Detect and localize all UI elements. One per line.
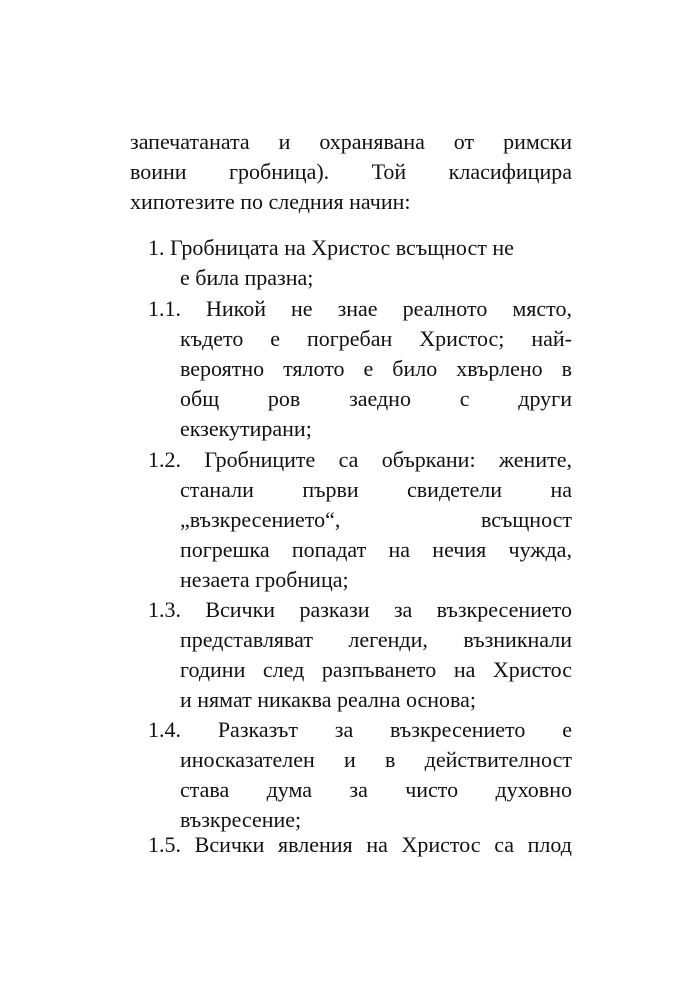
list-text: Гробницата на Христос всъщност не: [170, 235, 514, 260]
word: Той: [371, 159, 407, 184]
word: иносказателен: [180, 747, 315, 772]
word: „възкресението“,: [180, 507, 341, 532]
word: ров: [267, 386, 301, 411]
word: на: [366, 832, 388, 857]
list-item-1.2.-line-2: [180, 475, 572, 505]
word: Никой: [206, 296, 267, 321]
word: плод: [527, 832, 572, 857]
word: са: [338, 447, 359, 472]
word: объркани:: [381, 447, 476, 472]
list-item-1-line-2: е била празна;: [180, 265, 314, 290]
word: на: [388, 537, 411, 562]
intro-line-1: [130, 127, 572, 157]
word: е: [562, 717, 572, 742]
word: става: [180, 777, 230, 802]
word: погребан: [307, 326, 393, 351]
list-number: 1.: [148, 235, 170, 260]
word: Всички: [205, 597, 276, 622]
word: са: [494, 832, 515, 857]
word: воини: [130, 159, 187, 184]
word: представляват: [180, 627, 313, 652]
list-item-1.4.-line-1: [148, 715, 572, 745]
list-number: 1.4.: [148, 717, 181, 742]
word: чужда,: [508, 537, 572, 562]
list-item-1.3.-last-line: и нямат никаква реална основа;: [180, 687, 477, 712]
word: с: [459, 386, 470, 411]
word: действителност: [424, 747, 572, 772]
word: е: [270, 326, 281, 351]
word: други: [518, 386, 572, 411]
word: попадат: [291, 537, 367, 562]
word: погрешка: [180, 537, 270, 562]
list-item-1.4.-last-line: възкресение;: [180, 807, 302, 832]
list-item-1.3.-line-3: [180, 655, 572, 685]
word: на: [550, 477, 572, 502]
word: хвърлено: [456, 356, 543, 381]
word: където: [180, 326, 244, 351]
word: знае: [337, 296, 378, 321]
list-item-1.2.-last-line: незаета гробница;: [180, 567, 349, 592]
word: за: [393, 597, 413, 622]
word: е: [363, 356, 374, 381]
word: гробница).: [229, 159, 330, 184]
intro-line-3: хипотезите по следния начин:: [130, 189, 411, 214]
word: тялото: [283, 356, 345, 381]
word: жените,: [498, 447, 572, 472]
word: в: [385, 747, 396, 772]
word: явления: [278, 832, 353, 857]
list-item-1.5.-line-1: [148, 830, 572, 860]
word: не: [291, 296, 313, 321]
word: разкази: [299, 597, 370, 622]
list-item-1.1.-line-2: [180, 324, 572, 354]
list-item-1.3.-line-2: [180, 625, 572, 655]
list-item-1.3.-line-1: [148, 595, 572, 625]
word: легенди,: [348, 627, 428, 652]
word: възникнали: [463, 627, 572, 652]
list-item-1.4.-line-2: [180, 745, 572, 775]
list-item-1.4.-line-3: [180, 775, 572, 805]
word: Христос: [401, 832, 481, 857]
word: първи: [302, 477, 359, 502]
word: било: [392, 356, 438, 381]
list-item-1.1.-last-line: екзекутирани;: [180, 416, 312, 441]
word: възкресението: [436, 597, 572, 622]
word: от: [453, 129, 475, 154]
word: заедно: [349, 386, 411, 411]
word: в: [561, 356, 572, 381]
word: общ: [180, 386, 220, 411]
word: най-: [531, 326, 572, 351]
list-item-1.2.-line-3: [180, 505, 572, 535]
list-item-1.2.-line-4: [180, 535, 572, 565]
word: свидетели: [407, 477, 503, 502]
list-item-1.2.-line-1: [148, 445, 572, 475]
word: възкресението: [390, 717, 526, 742]
word: нечия: [432, 537, 487, 562]
word: охранявана: [319, 129, 425, 154]
word: дума: [266, 777, 313, 802]
word: Всички: [194, 832, 265, 857]
list-item-1-line-1: [148, 233, 572, 263]
intro-line-2: [130, 157, 572, 187]
list-number: 1.5.: [148, 832, 181, 857]
word: на: [453, 657, 476, 682]
word: и: [278, 129, 291, 154]
list-number: 1.2.: [148, 447, 181, 472]
list-number: 1.3.: [148, 597, 181, 622]
list-item-1.1.-line-1: [148, 294, 572, 324]
word: Христос: [492, 657, 572, 682]
word: разпъването: [321, 657, 437, 682]
list-number: 1.1.: [148, 296, 181, 321]
word: класифицира: [448, 159, 572, 184]
word: реалното: [402, 296, 488, 321]
list-item-1.1.-line-3: [180, 354, 572, 384]
list-item-1.1.-line-4: [180, 384, 572, 414]
word: и: [344, 747, 356, 772]
word: Гробниците: [204, 447, 316, 472]
word: вероятно: [180, 356, 265, 381]
word: запечатаната: [130, 129, 250, 154]
word: години: [180, 657, 246, 682]
word: римски: [503, 129, 572, 154]
word: Разказът: [217, 717, 298, 742]
word: всъщност: [480, 507, 572, 532]
word: станали: [180, 477, 254, 502]
word: чисто: [405, 777, 459, 802]
word: духовно: [495, 777, 572, 802]
word: след: [262, 657, 305, 682]
word: за: [349, 777, 368, 802]
word: Христос;: [419, 326, 505, 351]
word: място,: [512, 296, 572, 321]
word: за: [334, 717, 354, 742]
